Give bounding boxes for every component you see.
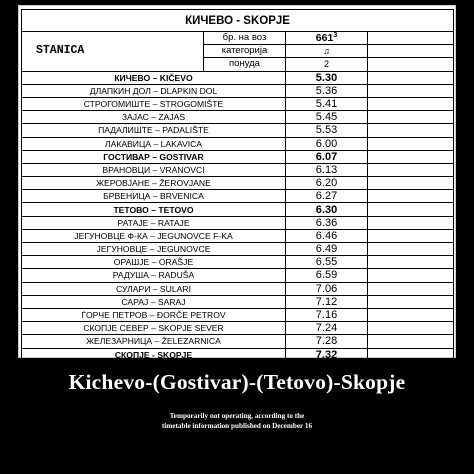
- empty-cell: [368, 150, 454, 163]
- departure-time: 6.30: [286, 203, 368, 216]
- empty-cell: [368, 203, 454, 216]
- station-name: ЖЕРОВЈАНЕ – ŽEROVJANE: [22, 177, 286, 190]
- station-row: [22, 216, 454, 229]
- timetable: [21, 9, 454, 362]
- empty-cell: [368, 295, 454, 308]
- departure-time: 5.53: [286, 124, 368, 137]
- station-row: [22, 84, 454, 97]
- empty-cell: [368, 124, 454, 137]
- empty-cell: [368, 137, 454, 150]
- station-name: РАДУША – RADUŠA: [22, 269, 286, 282]
- departure-time: 6.49: [286, 243, 368, 256]
- station-name: ОРАШЈЕ – ORAŠJE: [22, 256, 286, 269]
- station-name: СТРОГОМИШТЕ – STROGOMIŠTE: [22, 97, 286, 110]
- departure-time: 6.46: [286, 229, 368, 242]
- train-number-row: [22, 32, 454, 45]
- empty-cell: [368, 177, 454, 190]
- station-row: [22, 308, 454, 321]
- empty-cell: [368, 71, 454, 84]
- departure-time: 7.16: [286, 308, 368, 321]
- category-label: категорија: [204, 45, 286, 58]
- station-row: [22, 97, 454, 110]
- station-row: [22, 137, 454, 150]
- station-name: ПАДАЛИШТЕ – PADALIŠTE: [22, 124, 286, 137]
- empty-cell: [368, 216, 454, 229]
- departure-time: 5.30: [286, 71, 368, 84]
- departure-time: 6.36: [286, 216, 368, 229]
- departure-time: 5.45: [286, 111, 368, 124]
- station-row: [22, 203, 454, 216]
- empty-cell: [368, 335, 454, 348]
- empty-cell: [368, 243, 454, 256]
- timetable-title: КИЧЕВО - SKOPJE: [22, 10, 454, 32]
- category-icon: ♫: [286, 45, 368, 58]
- station-name: ЛАКАВИЦА – LAKAVICA: [22, 137, 286, 150]
- timetable-title-row: [22, 10, 454, 32]
- station-name: ЃОРЧЕ ПЕТРОВ – ĐORČE PETROV: [22, 308, 286, 321]
- empty-cell: [368, 348, 454, 361]
- empty-cell: [368, 322, 454, 335]
- empty-cell: [368, 308, 454, 321]
- station-name: ЈЕГУНОВЦЕ – JEGUNOVCE: [22, 243, 286, 256]
- station-name: ТЕТОВО – TETOVO: [22, 203, 286, 216]
- train-number-label: бр. на воз: [204, 32, 286, 45]
- departure-time: 6.55: [286, 256, 368, 269]
- train-number: $661^3$: [286, 32, 368, 45]
- empty-cell: [368, 84, 454, 97]
- station-name: ДЛАПКИН ДОЛ – DLAPKIN DOL: [22, 84, 286, 97]
- station-name: КИЧЕВО – KIČEVO: [22, 71, 286, 84]
- stanica-header: STANICA: [22, 32, 204, 72]
- station-row: [22, 190, 454, 203]
- station-row: [22, 177, 454, 190]
- station-name: ГОСТИВАР – GOSTIVAR: [22, 150, 286, 163]
- empty-cell: [368, 163, 454, 176]
- station-row: [22, 111, 454, 124]
- empty-cell: [368, 97, 454, 110]
- station-row: [22, 163, 454, 176]
- station-row: [22, 150, 454, 163]
- station-name: ЈЕГУНОВЦЕ Ф-КА – JEGUNOVCE F-KA: [22, 229, 286, 242]
- days-value: 2: [286, 58, 368, 71]
- empty-cell: [368, 269, 454, 282]
- departure-time: 7.32: [286, 348, 368, 361]
- station-name: СУЛАРИ – SULARI: [22, 282, 286, 295]
- empty-cell: [368, 256, 454, 269]
- departure-time: 5.36: [286, 84, 368, 97]
- station-row: [22, 335, 454, 348]
- timetable-frame: [18, 5, 456, 361]
- station-row: [22, 282, 454, 295]
- station-name: ЖЕЛЕЗАРНИЦА – ŽELEZARNICA: [22, 335, 286, 348]
- departure-time: 6.27: [286, 190, 368, 203]
- departure-time: 6.07: [286, 150, 368, 163]
- departure-time: 7.28: [286, 335, 368, 348]
- station-name: СКОПЈЕ - SKOPJE: [22, 348, 286, 361]
- empty-cell: [368, 190, 454, 203]
- days-label: понуда: [204, 58, 286, 71]
- caption-note-line-1: Temporarily not operating, according to the: [169, 412, 305, 420]
- empty-cell: [368, 282, 454, 295]
- station-name: САРАЈ – SARAJ: [22, 295, 286, 308]
- station-name: БРВЕНИЦА – BRVENICA: [22, 190, 286, 203]
- station-name: ЗАЈАС – ZAJAS: [22, 111, 286, 124]
- station-row: [22, 269, 454, 282]
- departure-time: 6.13: [286, 163, 368, 176]
- station-row: [22, 71, 454, 84]
- station-row: [22, 229, 454, 242]
- caption-note-line-2: timetable information published on December 16: [161, 422, 313, 430]
- empty-cell: [368, 229, 454, 242]
- departure-time: 6.00: [286, 137, 368, 150]
- departure-time: 7.06: [286, 282, 368, 295]
- caption-note: [0, 411, 474, 431]
- station-row: [22, 243, 454, 256]
- station-row: [22, 348, 454, 361]
- departure-time: 6.59: [286, 269, 368, 282]
- station-name: РАТАЈЕ – RATAJE: [22, 216, 286, 229]
- caption-title: Kichevo-(Gostivar)-(Tetovo)-Skopje: [68, 370, 406, 394]
- departure-time: 7.12: [286, 295, 368, 308]
- empty-cell: [368, 111, 454, 124]
- station-row: [22, 124, 454, 137]
- station-row: [22, 256, 454, 269]
- departure-time: 6.20: [286, 177, 368, 190]
- station-row: [22, 322, 454, 335]
- departure-time: 5.41: [286, 97, 368, 110]
- departure-time: 7.24: [286, 322, 368, 335]
- station-name: СКОПЈЕ СЕВЕР – SKOPJE SEVER: [22, 322, 286, 335]
- station-row: [22, 295, 454, 308]
- station-name: ВРАНОВЦИ – VRANOVCI: [22, 163, 286, 176]
